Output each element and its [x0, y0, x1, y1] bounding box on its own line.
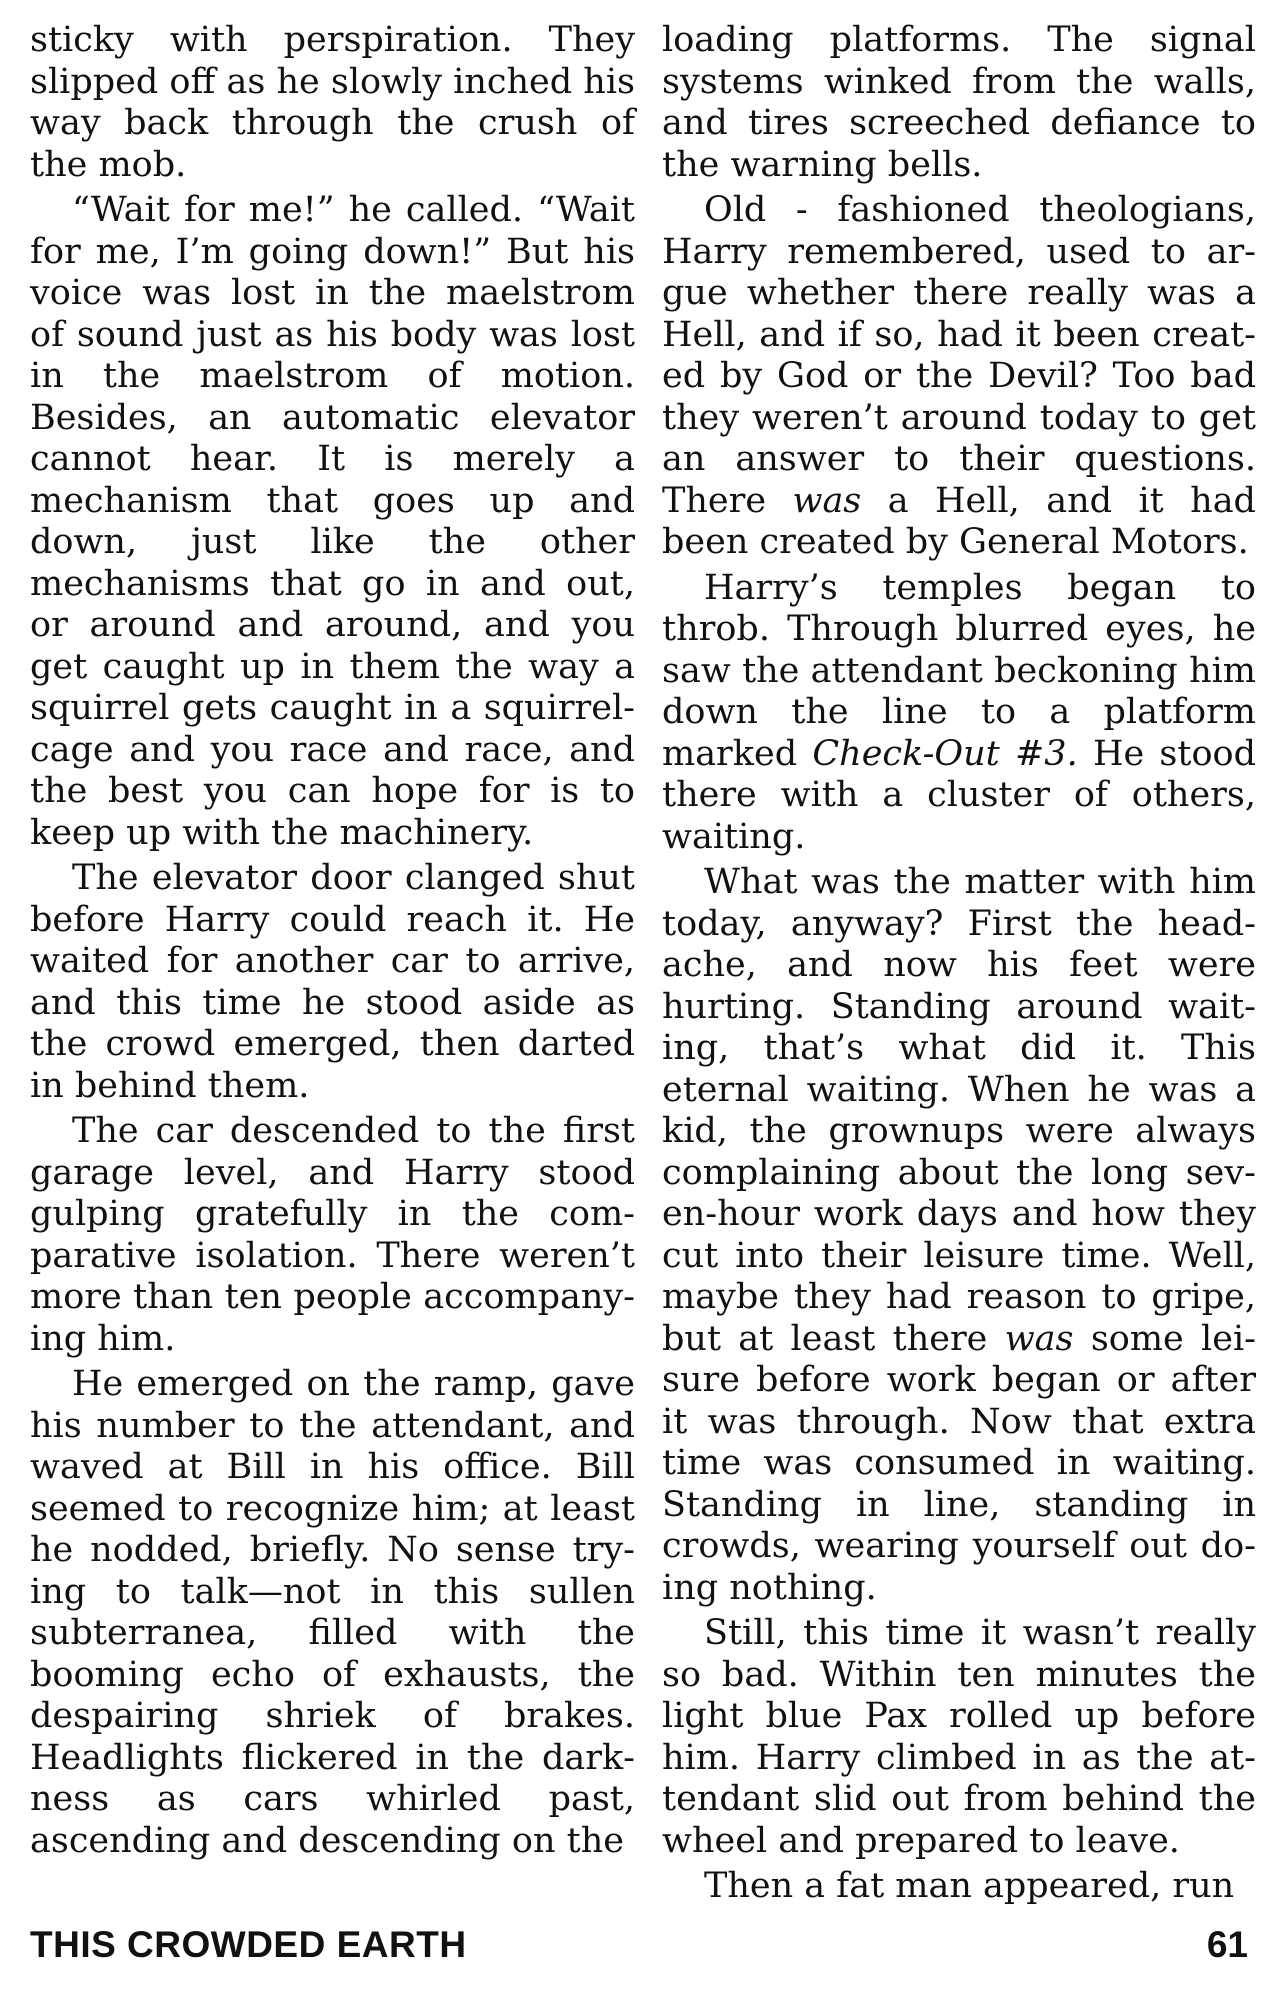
- paragraph-text: a Hell, and it had been created by General Motors.: [662, 480, 1256, 562]
- paragraph: The elevator door clanged shut before Harry could reach it. He waited for another car to arrive, and this time he stood aside as the crowd emerged, then darted in behind them.: [30, 858, 635, 1106]
- emphasis-text: was: [1004, 1318, 1074, 1359]
- right-column: [662, 20, 1256, 1908]
- page-number: 61: [1206, 1924, 1248, 1965]
- paragraph: Then a fat man appeared, run: [704, 1866, 1235, 1906]
- paragraph-text: Old - fashioned theologians, Harry remembered, used to argue whether there really was a Hell, and if so, had it been created by God or the Devil? Too bad they weren’t around today to get an answer to their questions.: [662, 190, 1256, 479]
- left-column: [30, 20, 635, 1862]
- emphasis-text: Check-Out #3.: [812, 733, 1078, 774]
- paragraph: [662, 190, 1256, 564]
- paragraph: Still, this time it wasn’t really so bad. Within ten minutes the light blue Pax rolled up before him. Harry climbed in as the attendant slid out from behind the wheel and prepared to leave.: [662, 1613, 1256, 1861]
- page-footer: [0, 1924, 1284, 1984]
- paragraph-text: Harry’s temples began to throb. Through blurred eyes, he saw the attendant beckoning him down the line to a platform marked: [662, 567, 1256, 774]
- paragraph: The car descended to the first garage level, and Harry stood gulping gratefully in the comparative isolation. There weren’t more than ten people accompanying him.: [30, 1111, 635, 1359]
- paragraph-text: some leisure before work began or after it was through. Now that extra time was consumed in waiting. Standing in line, standing in crowds, wearing yourself out doing nothing.: [662, 1318, 1256, 1608]
- running-title: THIS CROWDED EARTH: [30, 1924, 467, 1965]
- paragraph: loading platforms. The signal systems winked from the walls, and tires screeched defiance to the warning bells.: [662, 20, 1256, 185]
- paragraph: [662, 568, 1256, 859]
- paragraph: “Wait for me!” he called. “Wait for me, I’m going down!” But his voice was lost in the maelstrom of sound just as his body was lost in the maelstrom of motion. Besides, an automatic elevator cannot hear. It is merely a mechanism that goes up and down, just like the other mechanisms that go in and out, or around and around, and you get caught up in them the way a squirrel gets caught in a squirrel-cage and you race and race, and the best you can hope for is to keep up with the machinery.: [30, 190, 635, 853]
- paragraph: sticky with perspiration. They slipped off as he slowly inched his way back through the crush of the mob.: [30, 20, 635, 185]
- paragraph: [662, 862, 1256, 1609]
- emphasis-text: was: [792, 480, 862, 521]
- paragraph-text: He stood there with a cluster of others, waiting.: [662, 733, 1257, 857]
- paragraph-text: There: [662, 480, 767, 521]
- paragraph: He emerged on the ramp, gave his number to the attendant, and waved at Bill in his office. Bill seemed to recognize him; at least he nodded, briefly. No sense trying to talk—not in this sullen subterranea, filled with the booming echo of exhausts, the despairing shriek of brakes. Headlights flickered in the darkness as cars whirled past, ascending and descending on the: [30, 1364, 635, 1861]
- paragraph-text: What was the matter with him today, anyway? First the headache, and now his feet were hurting. Standing around waiting, that’s what did it. This eternal waiting. When he was a kid, the grownups were always complaining about the long seven-hour work days and how they cut into their leisure time. Well, maybe they had reason to gripe, but at least there: [662, 862, 1256, 1359]
